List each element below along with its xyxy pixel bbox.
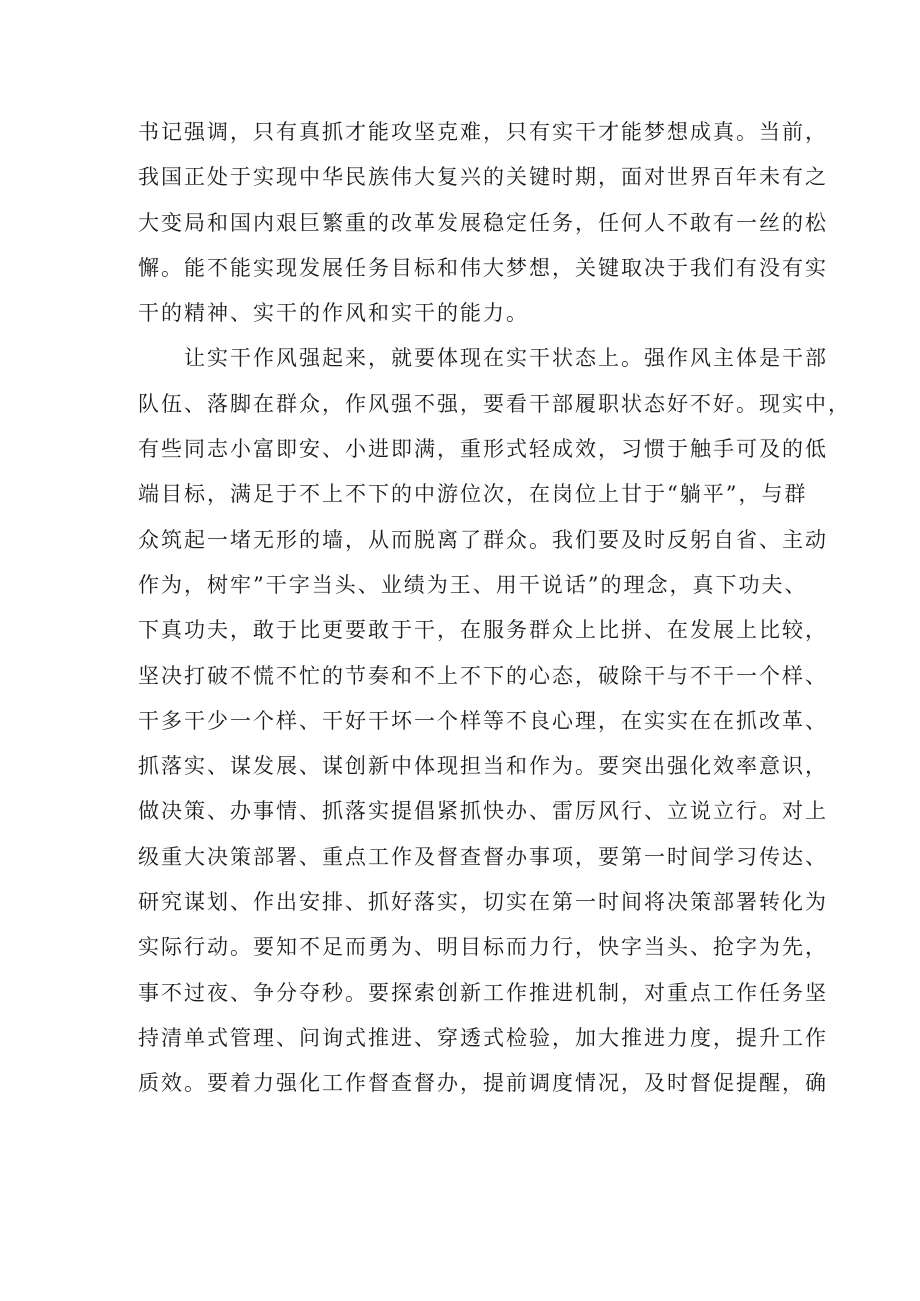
text-line: 级重大决策部署、重点工作及督查督办事项，要第一时间学习传达、: [138, 844, 828, 869]
text-line: 有些同志小富即安、小进即满，重形式轻成效，习惯于触手可及的低: [138, 437, 828, 462]
paragraph-first-line: 让实干作风强起来，就要体现在实干状态上。强作风主体是干部: [184, 346, 828, 371]
text-line: 大变局和国内艰巨繁重的改革发展稳定任务，任何人不敢有一丝的松: [138, 210, 828, 235]
text-line: 持清单式管理、问询式推进、穿透式检验，加大推进力度，提升工作: [138, 1025, 828, 1050]
text-line: 下真功夫，敢于比更要敢于干，在服务群众上比拼、在发展上比较，: [138, 618, 828, 643]
text-line: 端目标，满足于不上不下的中游位次，在岗位上甘于“躺平”，与群: [138, 482, 808, 507]
body-text: [138, 110, 851, 1107]
text-line: 我国正处于实现中华民族伟大复兴的关键时期，面对世界百年未有之: [138, 165, 828, 190]
text-line: 作为，树牢”干字当头、业绩为王、用干说话”的理念，真下功夫、: [138, 572, 808, 597]
text-line: 研究谋划、作出安排、抓好落实，切实在第一时间将决策部署转化为: [138, 890, 828, 915]
text-line: 抓落实、谋发展、谋创新中体现担当和作为。要突出强化效率意识，: [138, 754, 828, 779]
text-line: 书记强调，只有真抓才能攻坚克难，只有实干才能梦想成真。当前，: [138, 120, 828, 144]
text-line: 众筑起一堵无形的墙，从而脱离了群众。我们要及时反躬自省、主动: [138, 527, 828, 552]
text-line: 做决策、办事情、抓落实提倡紧抓快办、雷厉风行、立说立行。对上: [138, 799, 828, 824]
text-line: 懈。能不能实现发展任务目标和伟大梦想，关键取决于我们有没有实: [138, 255, 828, 280]
text-line: 事不过夜、争分夺秒。要探索创新工作推进机制，对重点工作任务坚: [138, 980, 828, 1005]
text-line: 队伍、落脚在群众，作风强不强，要看干部履职状态好不好。现实中，: [138, 391, 851, 416]
text-line: 干多干少一个样、干好干坏一个样等不良心理，在实实在在抓改革、: [138, 708, 828, 733]
text-line: 实际行动。要知不足而勇为、明目标而力行，快字当头、抢字为先，: [138, 935, 828, 960]
text-line: 干的精神、实干的作风和实干的能力。: [138, 301, 529, 326]
text-line: 坚决打破不慌不忙的节奏和不上不下的心态，破除干与不干一个样、: [138, 663, 828, 688]
text-line: 质效。要着力强化工作督查督办，提前调度情况，及时督促提醒，确: [138, 1071, 828, 1096]
